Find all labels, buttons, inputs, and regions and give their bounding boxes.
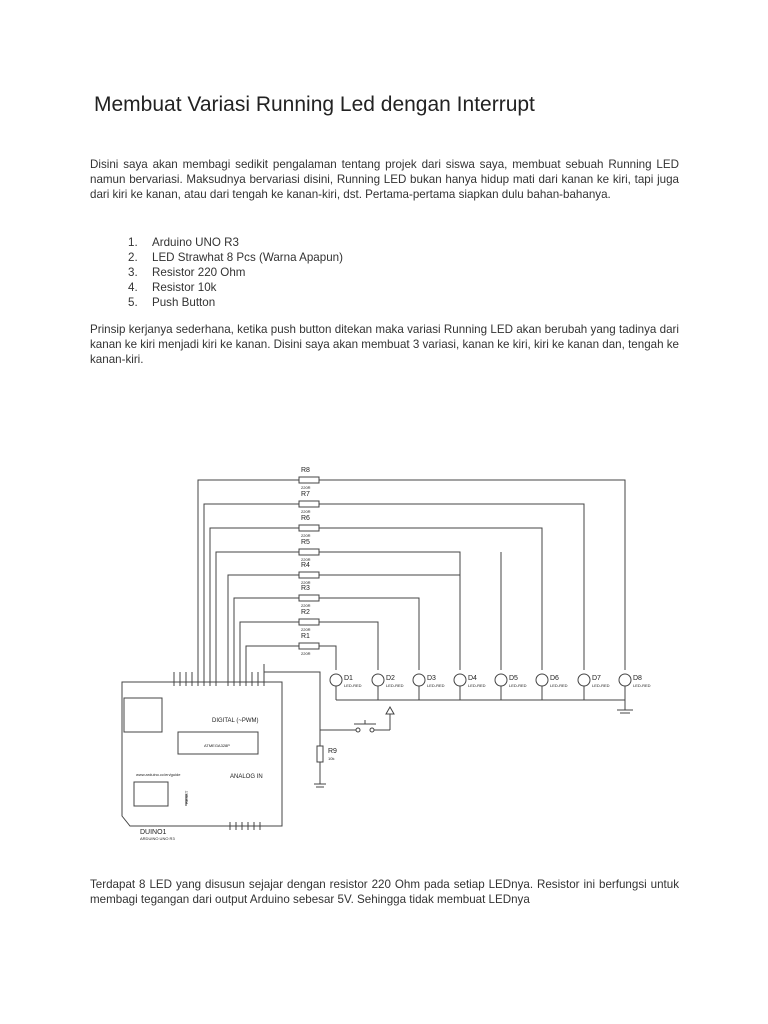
led-label: D7 xyxy=(592,675,601,682)
digital-label: DIGITAL (~PWM) xyxy=(212,718,259,724)
r9-label: R9 xyxy=(328,748,337,755)
led-type: LED-RED xyxy=(550,683,568,688)
resistor-label: R1 xyxy=(301,633,310,640)
resistor-value: 220R xyxy=(301,580,311,585)
site-label: www.arduino.cc/en/guide xyxy=(136,772,181,777)
resistor-label: R5 xyxy=(301,539,310,546)
list-item: 1. Arduino UNO R3 xyxy=(128,236,239,249)
usb-connector xyxy=(124,698,162,732)
led-type: LED-RED xyxy=(468,683,486,688)
led-label: D5 xyxy=(509,675,518,682)
resistor-value: 220R xyxy=(301,627,311,632)
analog-header xyxy=(186,794,260,830)
arduino-name: DUINO1 xyxy=(140,829,167,836)
list-item: 5. Push Button xyxy=(128,296,216,309)
led-label: D8 xyxy=(633,675,642,682)
resistor-value: 220R xyxy=(301,533,311,538)
digital-header xyxy=(174,664,264,686)
led-label: D1 xyxy=(344,675,353,682)
led-label: D2 xyxy=(386,675,395,682)
resistor-value: 220R xyxy=(301,651,311,656)
resistor-label: R8 xyxy=(301,467,310,474)
led-type: LED-RED xyxy=(427,683,445,688)
led-label: D3 xyxy=(427,675,436,682)
resistor-label: R2 xyxy=(301,609,310,616)
resistor-value: 220R xyxy=(301,603,311,608)
r9-value: 10k xyxy=(328,756,335,761)
resistor-value: 220R xyxy=(301,509,311,514)
resistor-label: R3 xyxy=(301,585,310,592)
circuit-schematic xyxy=(118,458,658,843)
list-item: 2. LED Strawhat 8 Pcs (Warna Apapun) xyxy=(128,251,343,264)
led-label: D4 xyxy=(468,675,477,682)
r9-resistor xyxy=(317,746,323,762)
led-label: D6 xyxy=(550,675,559,682)
led-type: LED-RED xyxy=(509,683,527,688)
list-item: 4. Resistor 10k xyxy=(128,281,217,294)
led-type: LED-RED xyxy=(633,683,651,688)
resistor-label: R6 xyxy=(301,515,310,522)
analog-label: ANALOG IN xyxy=(230,774,263,780)
description-paragraph: Terdapat 8 LED yang disusun sejajar dengan resistor 220 Ohm pada setiap LEDnya. Resistor ini berfungsi untuk membagi tegangan dari output Arduino sebesar 5V. Sehingga tidak membuat LEDnya xyxy=(90,878,679,906)
list-item: 3. Resistor 220 Ohm xyxy=(128,266,246,279)
led-type: LED-RED xyxy=(592,683,610,688)
led-type: LED-RED xyxy=(344,683,362,688)
materials-list xyxy=(128,235,343,310)
push-button xyxy=(354,720,376,732)
reset-label: RESET xyxy=(184,790,189,804)
principle-paragraph: Prinsip kerjanya sederhana, ketika push button ditekan maka variasi Running LED akan berubah yang tadinya dari kanan ke kiri menjadi kiri ke kanan. Disini saya akan membuat 3 variasi, kanan ke kiri, kiri ke kanan dan, tengah ke kanan-kiri. xyxy=(90,323,679,366)
intro-paragraph: Disini saya akan membagi sedikit pengalaman tentang projek dari siswa saya, membuat sebuah Running LED namun bervariasi. Maksudnya bervariasi disini, Running LED bukan hanya hidup mati dari kanan ke kiri, tapi juga dari kiri ke kanan, atau dari tengah ke kanan-kiri, dst. Pertama-pertama siapkan dulu bahan-bahanya. xyxy=(90,158,679,201)
resistor-label: R7 xyxy=(301,491,310,498)
resistor-value: 220R xyxy=(301,485,311,490)
chip-label: ATMEGA328P xyxy=(204,743,230,748)
led-type: LED-RED xyxy=(386,683,404,688)
resistor-value: 220R xyxy=(301,557,311,562)
arduino-model: ARDUINO UNO R3 xyxy=(140,836,175,841)
resistor-label: R4 xyxy=(301,562,310,569)
document-title: Membuat Variasi Running Led dengan Interrupt xyxy=(94,93,535,116)
power-jack xyxy=(134,782,168,806)
wires xyxy=(198,480,633,787)
